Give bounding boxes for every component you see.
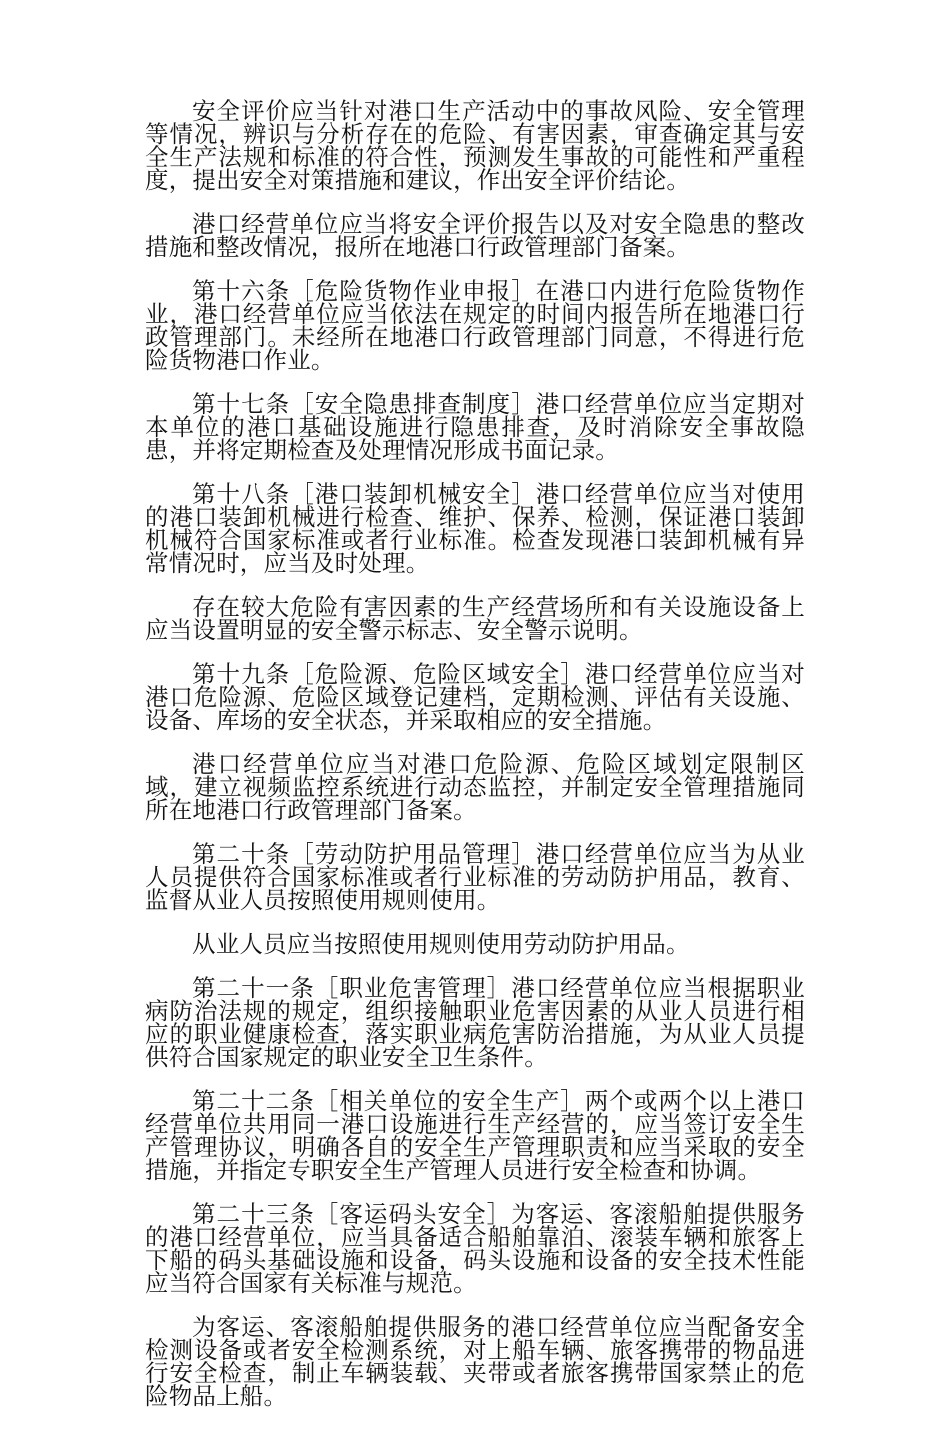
- paragraph-video-monitoring: 港口经营单位应当对港口危险源、危险区域划定限制区域，建立视频监控系统进行动态监控，并制定安全管理措施同所在地港口行政管理部门备案。: [145, 750, 805, 824]
- document-body: [145, 97, 805, 1429]
- paragraph-evaluation-filing: 港口经营单位应当将安全评价报告以及对安全隐患的整改措施和整改情况，报所在地港口行政管理部门备案。: [145, 210, 805, 261]
- paragraph-article-20: 第二十条［劳动防护用品管理］港口经营单位应当为从业人员提供符合国家标准或者行业标准的劳动防护用品，教育、监督从业人员按照使用规则使用。: [145, 840, 805, 914]
- paragraph-article-21: 第二十一条［职业危害管理］港口经营单位应当根据职业病防治法规的规定，组织接触职业危害因素的从业人员进行相应的职业健康检查，落实职业病危害防治措施，为从业人员提供符合国家规定的职业安全卫生条件。: [145, 974, 805, 1071]
- paragraph-article-17: 第十七条［安全隐患排查制度］港口经营单位应当定期对本单位的港口基础设施进行隐患排查，及时消除安全事故隐患，并将定期检查及处理情况形成书面记录。: [145, 390, 805, 464]
- paragraph-article-18: 第十八条［港口装卸机械安全］港口经营单位应当对使用的港口装卸机械进行检查、维护、保养、检测，保证港口装卸机械符合国家标准或者行业标准。检查发现港口装卸机械有异常情况时，应当及时处理。: [145, 480, 805, 577]
- paragraph-safety-evaluation: 安全评价应当针对港口生产活动中的事故风险、安全管理等情况，辨识与分析存在的危险、有害因素，审查确定其与安全生产法规和标准的符合性，预测发生事故的可能性和严重程度，提出安全对策措施和建议，作出安全评价结论。: [145, 97, 805, 194]
- paragraph-article-19: 第十九条［危险源、危险区域安全］港口经营单位应当对港口危险源、危险区域登记建档，定期检测、评估有关设施、设备、库场的安全状态，并采取相应的安全措施。: [145, 660, 805, 734]
- paragraph-article-23: 第二十三条［客运码头安全］为客运、客滚船舶提供服务的港口经营单位，应当具备适合船舶靠泊、滚装车辆和旅客上下船的码头基础设施和设备，码头设施和设备的安全技术性能应当符合国家有关标准与规范。: [145, 1200, 805, 1297]
- paragraph-passenger-inspection: 为客运、客滚船舶提供服务的港口经营单位应当配备安全检测设备或者安全检测系统，对上船车辆、旅客携带的物品进行安全检查，制止车辆装载、夹带或者旅客携带国家禁止的危险物品上船。: [145, 1313, 805, 1410]
- paragraph-warning-signs: 存在较大危险有害因素的生产经营场所和有关设施设备上应当设置明显的安全警示标志、安全警示说明。: [145, 593, 805, 644]
- paragraph-protective-equipment-use: 从业人员应当按照使用规则使用劳动防护用品。: [192, 930, 690, 958]
- paragraph-article-22: 第二十二条［相关单位的安全生产］两个或两个以上港口经营单位共用同一港口设施进行生产经营的，应当签订安全生产管理协议，明确各自的安全生产管理职责和应当采取的安全措施，并指定专职安全生产管理人员进行安全检查和协调。: [145, 1087, 805, 1184]
- paragraph-article-16: 第十六条［危险货物作业申报］在港口内进行危险货物作业，港口经营单位应当依法在规定的时间内报告所在地港口行政管理部门。未经所在地港口行政管理部门同意，不得进行危险货物港口作业。: [145, 277, 805, 374]
